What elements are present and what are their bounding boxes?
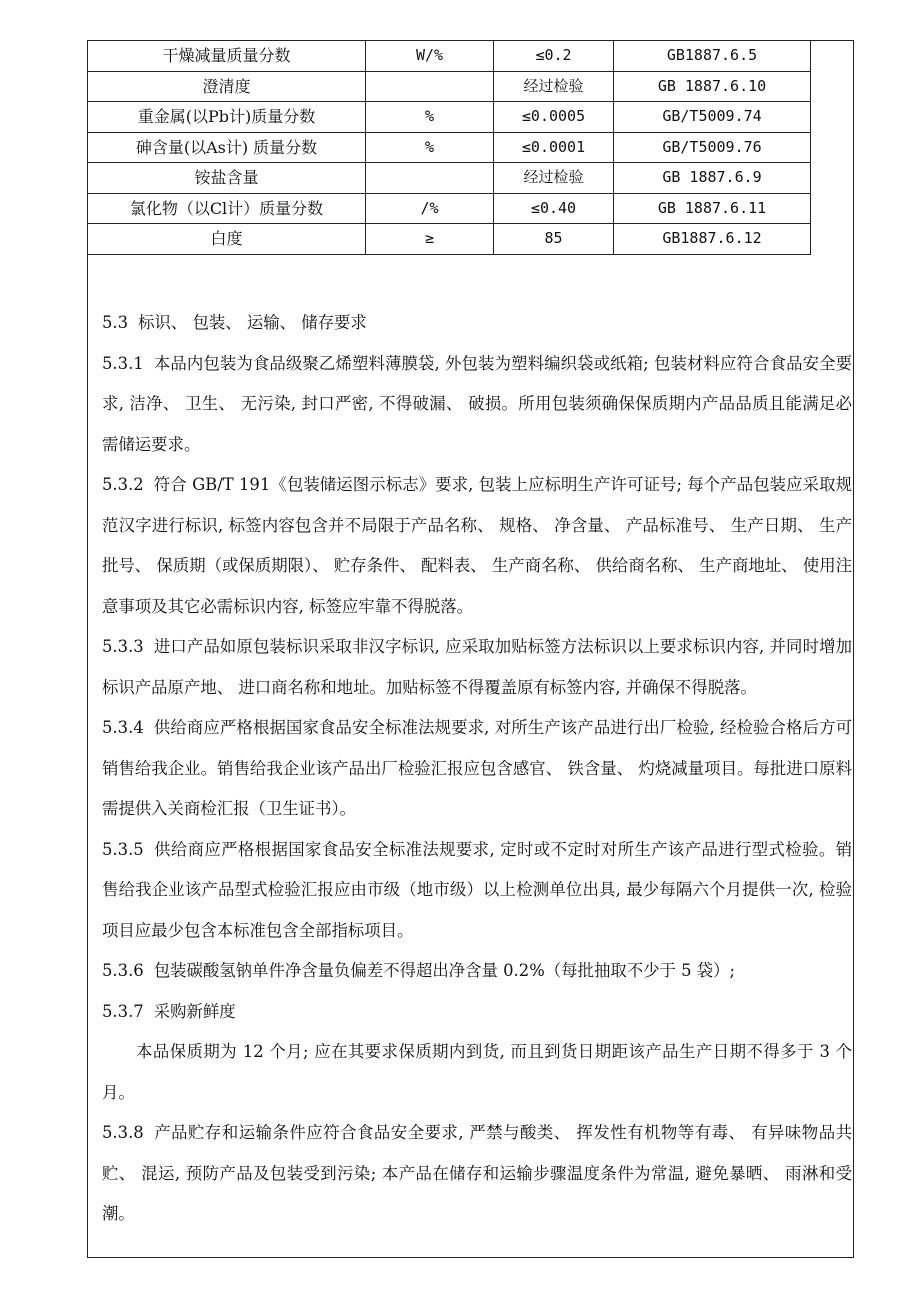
paragraph xyxy=(102,1032,852,1113)
cell-value: 85 xyxy=(494,224,614,255)
cell-item: 氯化物（以Cl计）质量分数 xyxy=(88,193,366,224)
table-row xyxy=(88,102,811,133)
cell-unit xyxy=(366,163,494,194)
cell-value: 经过检验 xyxy=(494,163,614,194)
cell-method: GB/T5009.74 xyxy=(614,102,811,133)
cell-value: ≤0.0005 xyxy=(494,102,614,133)
paragraph-number: 5.3.4 xyxy=(102,718,144,737)
cell-method: GB1887.6.5 xyxy=(614,41,811,72)
paragraph xyxy=(102,830,852,952)
cell-item: 铵盐含量 xyxy=(88,163,366,194)
paragraph-number: 5.3.7 xyxy=(102,1001,144,1021)
table-row xyxy=(88,163,811,194)
cell-value: ≤0.0001 xyxy=(494,132,614,163)
cell-unit: % xyxy=(366,102,494,133)
paragraph-number: 5.3.5 xyxy=(102,839,144,859)
table-row xyxy=(88,71,811,102)
paragraph-text: 产品贮存和运输条件应符合食品安全要求, 严禁与酸类、 挥发性有机物等有毒、 有异味物品共贮、 混运, 预防产品及包装受到污染; 本产品在储存和运输步骤温度条件为常温, 避免暴晒、 雨淋和受潮。 xyxy=(102,1123,852,1223)
paragraph xyxy=(102,951,852,992)
cell-value: ≤0.2 xyxy=(494,41,614,72)
cell-unit: W/% xyxy=(366,41,494,72)
cell-unit: /% xyxy=(366,193,494,224)
cell-item: 白度 xyxy=(88,224,366,255)
paragraph-number: 5.3.8 xyxy=(102,1123,144,1142)
section-title: 标识、 包装、 运输、 储存要求 xyxy=(138,313,367,332)
cell-unit xyxy=(366,71,494,102)
paragraph-text: 供给商应严格根据国家食品安全标准法规要求, 定时或不定时对所生产该产品进行型式检验。销售给我企业该产品型式检验汇报应由市级（地市级）以上检测单位出具, 最少每隔六个月提供一次, 检验项目应最少包含本标准包含全部指标项目。 xyxy=(102,839,852,940)
cell-item: 澄清度 xyxy=(88,71,366,102)
paragraph-text: 进口产品如原包装标识采取非汉字标识, 应采取加贴标签方法标识以上要求标识内容, 并同时增加标识产品原产地、 进口商名称和地址。加贴标签不得覆盖原有标签内容, 并确保不得脱落。 xyxy=(102,637,852,697)
table-row xyxy=(88,41,811,72)
cell-method: GB/T5009.76 xyxy=(614,132,811,163)
cell-item: 干燥减量质量分数 xyxy=(88,41,366,72)
paragraph-text: 符合 GB/T 191《包装储运图示标志》要求, 包装上应标明生产许可证号; 每个产品包装应采取规范汉字进行标识, 标签内容包含并不局限于产品名称、 规格、 净含量、 产品标准号、 生产日期、 生产批号、 保质期（或保质期限）、 贮存条件、 配料表、 生产商名称、 供给商名称、 生产商地址、 使用注意事项及其它必需标识内容, 标签应牢靠不得脱落。 xyxy=(102,475,852,616)
paragraph-number: 5.3.3 xyxy=(102,637,144,656)
paragraph xyxy=(102,627,852,708)
paragraph-text: 本品内包装为食品级聚乙烯塑料薄膜袋, 外包装为塑料编织袋或纸箱; 包装材料应符合食品安全要求, 洁净、 卫生、 无污染, 封口严密, 不得破漏、 破损。所用包装须确保保质期内产品品质且能满足必需储运要求。 xyxy=(102,353,852,454)
cell-unit: % xyxy=(366,132,494,163)
cell-method: GB 1887.6.9 xyxy=(614,163,811,194)
cell-unit: ≥ xyxy=(366,224,494,255)
cell-value: 经过检验 xyxy=(494,71,614,102)
cell-value: ≤0.40 xyxy=(494,193,614,224)
paragraph xyxy=(102,344,852,466)
paragraph xyxy=(102,465,852,627)
cell-method: GB1887.6.12 xyxy=(614,224,811,255)
paragraph-text: 本品保质期为 12 个月; 应在其要求保质期内到货, 而且到货日期距该产品生产日期不得多于 3 个月。 xyxy=(102,1042,852,1102)
paragraph-list xyxy=(102,344,852,1235)
paragraph xyxy=(102,992,852,1033)
section-number: 5.3 xyxy=(102,313,129,332)
table-row xyxy=(88,224,811,255)
paragraph-text: 供给商应严格根据国家食品安全标准法规要求, 对所生产该产品进行出厂检验, 经检验合格后方可销售给我企业。销售给我企业该产品出厂检验汇报应包含感官、 铁含量、 灼烧减量项目。每批进口原料需提供入关商检汇报（卫生证书）。 xyxy=(102,718,852,818)
paragraph-number: 5.3.2 xyxy=(102,475,144,494)
document-body xyxy=(102,303,852,1235)
paragraph-number: 5.3.1 xyxy=(102,353,144,373)
cell-method: GB 1887.6.10 xyxy=(614,71,811,102)
table-row xyxy=(88,193,811,224)
section-heading xyxy=(102,303,852,344)
paragraph-text: 采购新鲜度 xyxy=(153,1001,236,1021)
paragraph-text: 包装碳酸氢钠单件净含量负偏差不得超出净含量 0.2%（每批抽取不少于 5 袋）; xyxy=(153,961,736,980)
cell-method: GB 1887.6.11 xyxy=(614,193,811,224)
paragraph xyxy=(102,1113,852,1235)
cell-item: 重金属(以Pb计)质量分数 xyxy=(88,102,366,133)
paragraph-number: 5.3.6 xyxy=(102,961,144,980)
paragraph xyxy=(102,708,852,830)
table-row xyxy=(88,132,811,163)
cell-item: 砷含量(以As计) 质量分数 xyxy=(88,132,366,163)
spec-table xyxy=(87,40,811,255)
